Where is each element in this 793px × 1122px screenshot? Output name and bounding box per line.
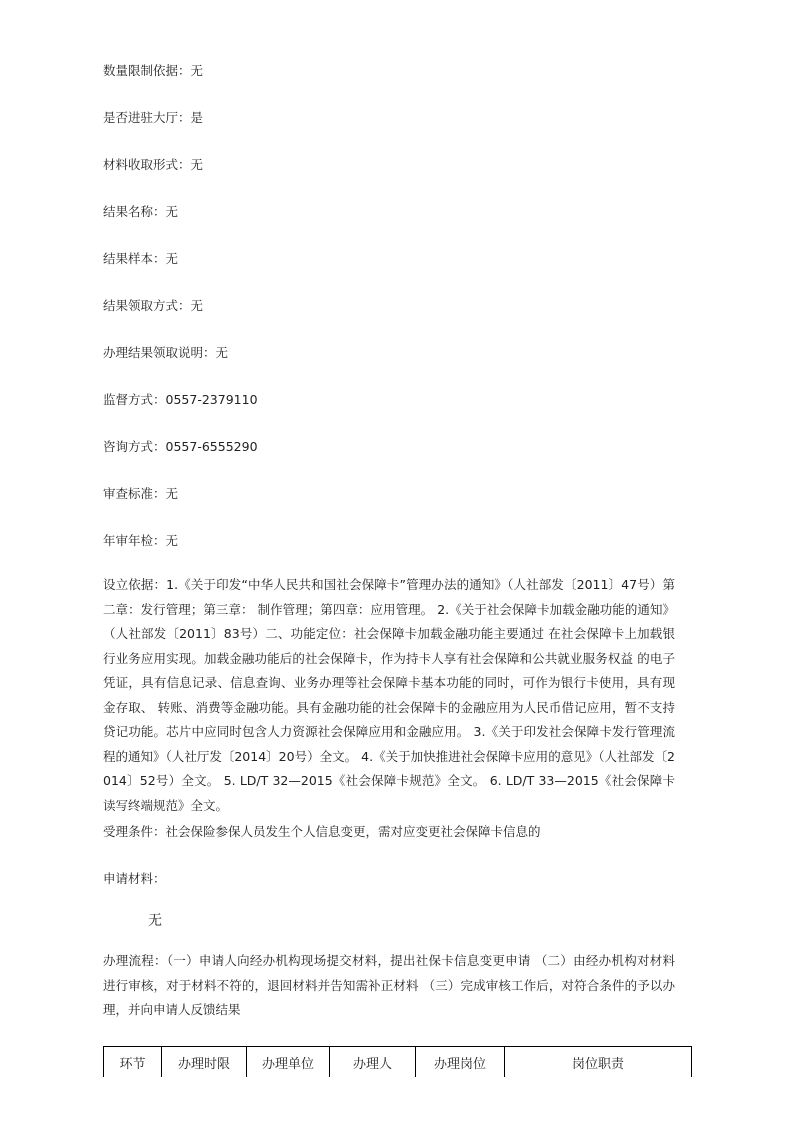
- col-header-duties: 岗位职责: [505, 1047, 692, 1078]
- conditions-text: 社会保险参保人员发生个人信息变更，需对应变更社会保障卡信息的: [165, 824, 541, 839]
- field-value: 是: [190, 110, 204, 125]
- col-header-stage: 环节: [104, 1047, 162, 1078]
- field-label: 年审年检: [103, 533, 154, 548]
- field-value: 无: [165, 533, 179, 548]
- field-supervision: 监督方式：0557-2379110: [103, 392, 258, 407]
- field-label: 审查标准: [103, 486, 154, 501]
- field-value: 无: [165, 251, 179, 266]
- field-annual-review: 年审年检：无: [103, 533, 179, 548]
- process-label: 办理流程：: [103, 953, 167, 968]
- field-quantity-limit-basis: 数量限制依据：无: [103, 63, 204, 78]
- field-consultation: 咨询方式：0557-6555290: [103, 439, 258, 454]
- table-header-row: [104, 1047, 692, 1078]
- field-in-hall: 是否进驻大厅：是: [103, 110, 204, 125]
- col-header-time-limit: 办理时限: [162, 1047, 247, 1078]
- process-paragraph: [103, 949, 675, 1023]
- field-label: 结果样本: [103, 251, 154, 266]
- field-result-pickup-note: 办理结果领取说明：无: [103, 345, 229, 360]
- field-value: 无: [215, 345, 229, 360]
- process-text: （一）申请人向经办机构现场提交材料，提出社保卡信息变更申请 （二）由经办机构对材料进行审核，对于材料不符的，退回材料并告知需补正材料 （三）完成审核工作后，对符合条件的予以办理，并向申请人反馈结果: [103, 953, 675, 1017]
- field-value: 0557-2379110: [165, 392, 258, 407]
- basis-text: 1.《关于印发“中华人民共和国社会保障卡”管理办法的通知》（人社部发〔2011〕47号）第二章：发行管理；第三章： 制作管理；第四章：应用管理。 2.《关于社会保障卡加载金融功能的通知》（人社部发〔2011〕83号）二、功能定位：社会保障卡加载金融功能主要通过 在社会保障卡上加载银行业务应用实现。加载金融功能后的社会保障卡，作为持卡人享有社会保障和公共就业服务权益 的电子凭证，具有信息记录、信息查询、业务办理等社会保障卡基本功能的同时，可作为银行卡使用，具有现金存取、 转账、消费等金融功能。具有金融功能的社会保障卡的金融应用为人民币借记应用，暂不支持贷记功能。芯片中应同时包含人力资源社会保障应用和金融应用。 3.《关于印发社会保障卡发行管理流程的通知》（人社厅发〔2014〕20号）全文。 4.《关于加快推进社会保障卡应用的意见》（人社部发〔2014〕52号）全文。 5. LD/T 32—2015《社会保障卡规范》全文。 6. LD/T 33—2015《社会保障卡读写终端规范》全文。: [103, 577, 675, 813]
- application-materials-label: 申请材料：: [103, 871, 166, 886]
- field-label: 是否进驻大厅: [103, 110, 179, 125]
- field-label: 数量限制依据: [103, 63, 179, 78]
- field-label: 结果名称: [103, 204, 154, 219]
- field-value: 无: [165, 486, 179, 501]
- field-result-sample: 结果样本：无: [103, 251, 179, 266]
- basis-label: 设立依据：: [103, 577, 167, 592]
- legal-basis-paragraph: [103, 573, 675, 818]
- field-value: 无: [190, 63, 204, 78]
- field-value: 无: [165, 204, 179, 219]
- field-label: 结果领取方式: [103, 298, 179, 313]
- field-label: 咨询方式: [103, 439, 154, 454]
- field-material-form: 材料收取形式：无: [103, 157, 204, 172]
- field-result-name: 结果名称：无: [103, 204, 179, 219]
- field-result-pickup-method: 结果领取方式：无: [103, 298, 204, 313]
- application-material-item: 无: [148, 913, 162, 929]
- col-header-handler: 办理人: [330, 1047, 416, 1078]
- field-label: 材料收取形式: [103, 157, 179, 172]
- conditions-label: 受理条件：: [103, 824, 166, 839]
- field-value: 无: [190, 298, 204, 313]
- field-label: 监督方式: [103, 392, 154, 407]
- acceptance-conditions: [103, 823, 541, 841]
- col-header-post: 办理岗位: [416, 1047, 505, 1078]
- field-review-standard: 审查标准：无: [103, 486, 179, 501]
- field-label: 办理结果领取说明: [103, 345, 204, 360]
- col-header-unit: 办理单位: [247, 1047, 330, 1078]
- process-table: [103, 1046, 692, 1077]
- field-value: 无: [190, 157, 204, 172]
- field-value: 0557-6555290: [165, 439, 258, 454]
